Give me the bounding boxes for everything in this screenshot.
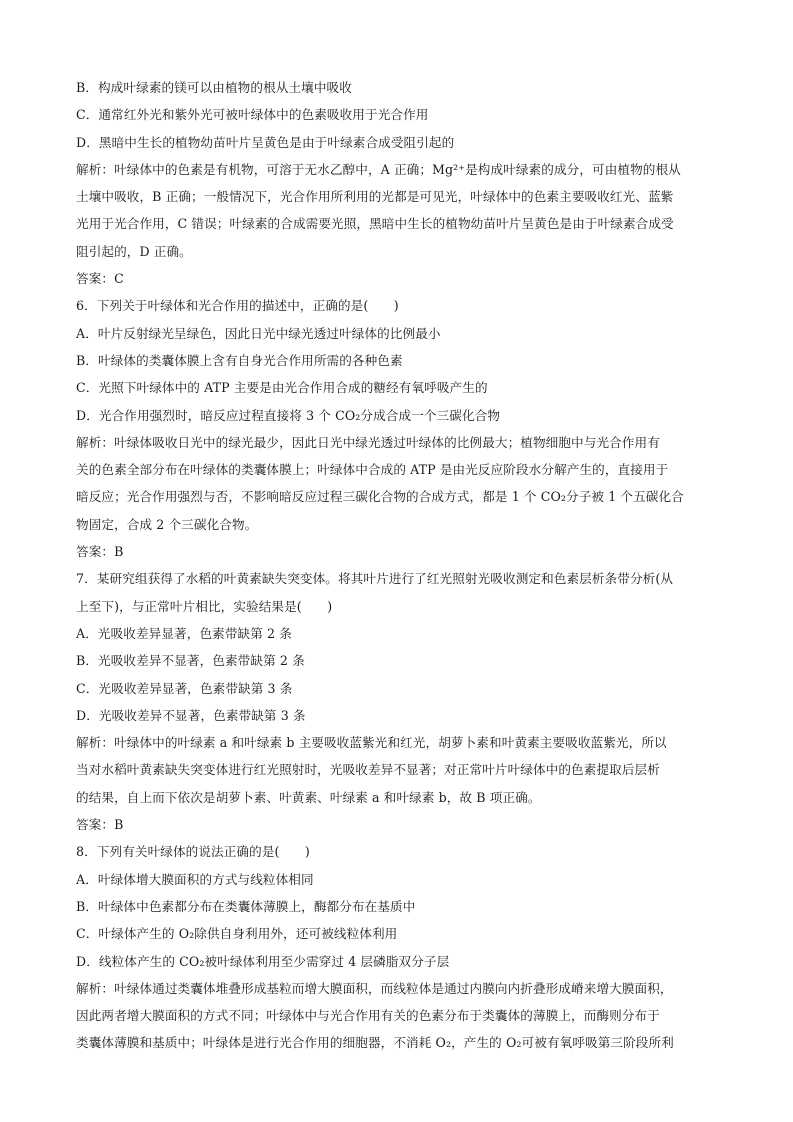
text-line: B．叶绿体的类囊体膜上含有自身光合作用所需的各种色素 xyxy=(76,352,403,368)
q6-answer xyxy=(76,538,728,565)
text-line: D．光合作用强烈时，暗反应过程直接将 3 个 CO₂分成合成一个三碳化合物 xyxy=(76,407,501,423)
text-line: 当对水稻叶黄素缺失突变体进行红光照射时，光吸收差异不显著；对正常叶片叶绿体中的色素提取后层析 xyxy=(76,762,660,778)
q5-analysis xyxy=(76,156,728,265)
q8-analysis xyxy=(76,975,728,1057)
q6-stem xyxy=(76,292,728,319)
q8-option-b xyxy=(76,893,728,920)
text-line: 土壤中吸收，B 正确；一般情况下，光合作用所利用的光都是可见光，叶绿体中的色素主要吸收红光、蓝紫 xyxy=(76,189,674,205)
text-line: C．光照下叶绿体中的 ATP 主要是由光合作用合成的糖经有氧呼吸产生的 xyxy=(76,380,488,396)
text-line: 答案：C xyxy=(76,271,124,287)
q6-option-c xyxy=(76,374,728,401)
text-line: A．光吸收差异显著，色素带缺第 2 条 xyxy=(76,625,292,641)
text-line: 解析：叶绿体中的叶绿素 a 和叶绿素 b 主要吸收蓝紫光和红光，胡萝卜素和叶黄素主要吸收蓝紫光，所以 xyxy=(76,735,667,751)
text-line: B．叶绿体中色素都分布在类囊体薄膜上，酶都分布在基质中 xyxy=(76,898,416,914)
text-line: D．黑暗中生长的植物幼苗叶片呈黄色是由于叶绿素合成受阻引起的 xyxy=(76,134,455,150)
document-page xyxy=(76,74,728,1057)
text-line: 关的色素全部分布在叶绿体的类囊体膜上；叶绿体中合成的 ATP 是由光反应阶段水分解产生的，直接用于 xyxy=(76,462,669,478)
q6-option-b xyxy=(76,347,728,374)
text-line: A．叶片反射绿光呈绿色，因此日光中绿光透过叶绿体的比例最小 xyxy=(76,325,441,341)
text-line: 答案：B xyxy=(76,544,124,560)
text-line: D．线粒体产生的 CO₂被叶绿体利用至少需穿过 4 层磷脂双分子层 xyxy=(76,953,450,969)
text-line: 上至下)，与正常叶片相比，实验结果是( ) xyxy=(76,598,333,614)
q7-option-d xyxy=(76,702,728,729)
q7-option-a xyxy=(76,620,728,647)
text-line: A．叶绿体增大膜面积的方式与线粒体相同 xyxy=(76,871,314,887)
text-line: 暗反应；光合作用强烈与否，不影响暗反应过程三碳化合物的合成方式，都是 1 个 CO₂分子被 1 个五碳化合 xyxy=(76,489,684,505)
q6-option-d xyxy=(76,402,728,429)
q7-option-b xyxy=(76,647,728,674)
q6-option-a xyxy=(76,320,728,347)
text-line: 8．下列有关叶绿体的说法正确的是( ) xyxy=(76,844,310,860)
q7-stem xyxy=(76,565,728,620)
text-line: B．光吸收差异不显著，色素带缺第 2 条 xyxy=(76,653,305,669)
text-line: C．光吸收差异显著，色素带缺第 3 条 xyxy=(76,680,293,696)
text-line: 类囊体薄膜和基质中；叶绿体是进行光合作用的细胞器，不消耗 O₂，产生的 O₂可被有氧呼吸第三阶段所利 xyxy=(76,1035,674,1051)
text-line: C．通常红外光和紫外光可被叶绿体中的色素吸收用于光合作用 xyxy=(76,107,429,123)
text-line: 的结果，自上而下依次是胡萝卜素、叶黄素、叶绿素 a 和叶绿素 b，故 B 项正确。 xyxy=(76,789,541,805)
text-line: 6．下列关于叶绿体和光合作用的描述中，正确的是( ) xyxy=(76,298,399,314)
q8-stem xyxy=(76,838,728,865)
text-line: 答案：B xyxy=(76,817,124,833)
q5-option-c xyxy=(76,101,728,128)
q5-option-b xyxy=(76,74,728,101)
q8-option-d xyxy=(76,948,728,975)
q8-option-a xyxy=(76,866,728,893)
text-line: B．构成叶绿素的镁可以由植物的根从土壤中吸收 xyxy=(76,80,352,95)
q5-option-d xyxy=(76,129,728,156)
q6-analysis xyxy=(76,429,728,538)
text-line: D．光吸收差异不显著，色素带缺第 3 条 xyxy=(76,707,306,723)
q7-analysis xyxy=(76,729,728,811)
text-line: 阻引起的，D 正确。 xyxy=(76,243,192,259)
q5-answer xyxy=(76,265,728,292)
text-line: 光用于光合作用，C 错误；叶绿素的合成需要光照，黑暗中生长的植物幼苗叶片呈黄色是由于叶绿素合成受 xyxy=(76,216,674,232)
text-line: 物固定，合成 2 个三碳化合物。 xyxy=(76,516,258,532)
text-line: 7．某研究组获得了水稻的叶黄素缺失突变体。将其叶片进行了红光照射光吸收测定和色素层析条带分析(从 xyxy=(76,571,674,587)
text-line: 因此两者增大膜面积的方式不同；叶绿体中与光合作用有关的色素分布于类囊体的薄膜上，而酶则分布于 xyxy=(76,1008,660,1024)
text-line: 解析：叶绿体通过类囊体堆叠形成基粒而增大膜面积，而线粒体是通过内膜向内折叠形成嵴来增大膜面积， xyxy=(76,980,673,996)
q7-answer xyxy=(76,811,728,838)
text-line: 解析：叶绿体吸收日光中的绿光最少，因此日光中绿光透过叶绿体的比例最大；植物细胞中与光合作用有 xyxy=(76,434,660,450)
q7-option-c xyxy=(76,675,728,702)
text-line: 解析：叶绿体中的色素是有机物，可溶于无水乙醇中，A 正确；Mg²⁺是构成叶绿素的成分，可由植物的根从 xyxy=(76,161,681,177)
q8-option-c xyxy=(76,920,728,947)
text-line: C．叶绿体产生的 O₂除供自身利用外，还可被线粒体利用 xyxy=(76,926,398,942)
